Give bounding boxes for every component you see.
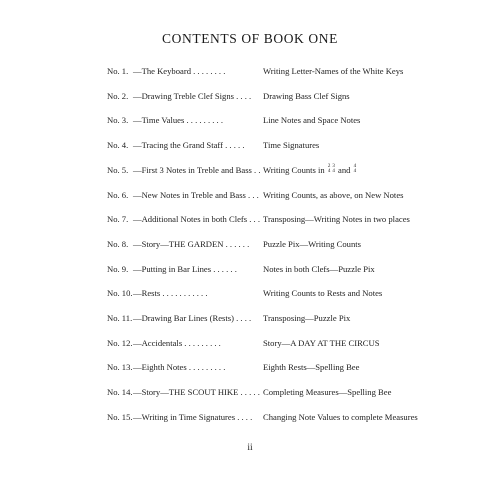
contents-row bbox=[0, 385, 500, 399]
left-topic: —First 3 Notes in Treble and Bass . . bbox=[133, 164, 261, 175]
row-number: No. 7. bbox=[107, 214, 129, 225]
fraction-numerator: 4 bbox=[353, 164, 357, 170]
row-number: No. 12. bbox=[107, 337, 133, 348]
contents-row bbox=[0, 64, 500, 78]
right-topic: Completing Measures—Spelling Bee bbox=[263, 387, 392, 398]
contents-row bbox=[0, 262, 500, 276]
row-number: No. 8. bbox=[107, 238, 129, 249]
time-signature-fraction bbox=[332, 165, 335, 174]
left-topic: —Writing in Time Signatures . . . . bbox=[133, 411, 253, 422]
row-number: No. 14. bbox=[107, 387, 133, 398]
contents-row bbox=[0, 410, 500, 424]
row-number: No. 1. bbox=[107, 66, 129, 76]
row-number: No. 6. bbox=[107, 189, 129, 200]
contents-row bbox=[0, 212, 500, 226]
left-topic: —Story—THE GARDEN . . . . . . bbox=[133, 238, 250, 249]
contents-row bbox=[0, 188, 500, 202]
right-topic: Puzzle Pix—Writing Counts bbox=[263, 238, 362, 249]
right-topic: Notes in both Clefs—Puzzle Pix bbox=[263, 263, 375, 274]
contents-row bbox=[0, 237, 500, 251]
fraction-denominator: 4 bbox=[327, 168, 331, 174]
row-number: No. 9. bbox=[107, 263, 129, 274]
left-topic: —The Keyboard . . . . . . . . bbox=[133, 66, 226, 76]
left-topic: —Putting in Bar Lines . . . . . . bbox=[133, 263, 237, 274]
right-topic bbox=[263, 163, 357, 177]
left-topic: —Tracing the Grand Staff . . . . . bbox=[133, 140, 245, 151]
right-topic: Writing Counts to Rests and Notes bbox=[263, 288, 383, 299]
fraction-numerator: 3 bbox=[332, 164, 335, 170]
right-topic: Writing Counts, as above, on New Notes bbox=[263, 189, 404, 200]
time-signature-fraction bbox=[354, 165, 357, 174]
left-topic: —Additional Notes in both Clefs . . . bbox=[133, 214, 260, 225]
right-topic-text: Writing Counts in bbox=[263, 164, 325, 175]
row-number: No. 15. bbox=[107, 411, 133, 422]
left-topic: —Eighth Notes . . . . . . . . . bbox=[133, 362, 226, 373]
left-topic: —Rests . . . . . . . . . . . bbox=[133, 288, 208, 299]
contents-row bbox=[0, 360, 500, 374]
right-topic: Transposing—Puzzle Pix bbox=[263, 313, 351, 323]
fraction-denominator: 4 bbox=[332, 168, 335, 174]
row-number: No. 2. bbox=[107, 90, 129, 101]
left-topic: —Drawing Treble Clef Signs . . . . bbox=[133, 90, 252, 101]
contents-row bbox=[0, 163, 500, 177]
and-word: and bbox=[338, 164, 351, 175]
right-topic: Story—A DAY AT THE CIRCUS bbox=[263, 337, 380, 348]
fraction-numerator: 2 bbox=[327, 164, 331, 170]
contents-row bbox=[0, 89, 500, 103]
contents-row bbox=[0, 113, 500, 127]
left-topic: —Story—THE SCOUT HIKE . . . . . bbox=[133, 387, 260, 398]
right-topic: Line Notes and Space Notes bbox=[263, 115, 361, 126]
contents-row bbox=[0, 138, 500, 152]
row-number: No. 13. bbox=[107, 362, 133, 373]
left-topic: —Accidentals . . . . . . . . . bbox=[133, 337, 221, 348]
right-topic: Writing Letter-Names of the White Keys bbox=[263, 66, 404, 76]
contents-row bbox=[0, 336, 500, 350]
page-number: ii bbox=[247, 443, 253, 453]
right-topic: Changing Note Values to complete Measures bbox=[263, 411, 418, 422]
row-number: No. 3. bbox=[107, 115, 129, 126]
left-topic: —Time Values . . . . . . . . . bbox=[133, 115, 224, 126]
left-topic: —Drawing Bar Lines (Rests) . . . . bbox=[133, 313, 252, 323]
contents-row bbox=[0, 286, 500, 300]
left-topic: —New Notes in Treble and Bass . . . bbox=[133, 189, 259, 200]
right-topic: Drawing Bass Clef Signs bbox=[263, 90, 350, 101]
right-topic: Eighth Rests—Spelling Bee bbox=[263, 362, 360, 373]
right-topic: Transposing—Writing Notes in two places bbox=[263, 214, 410, 225]
row-number: No. 10. bbox=[107, 288, 133, 299]
fraction-denominator: 4 bbox=[353, 168, 357, 174]
right-topic: Time Signatures bbox=[263, 140, 320, 151]
time-signature-fraction bbox=[328, 165, 331, 174]
row-number: No. 11. bbox=[107, 313, 133, 323]
row-number: No. 4. bbox=[107, 140, 129, 151]
contents-row bbox=[0, 311, 500, 325]
row-number: No. 5. bbox=[107, 164, 129, 175]
contents-title: CONTENTS OF BOOK ONE bbox=[162, 31, 338, 46]
